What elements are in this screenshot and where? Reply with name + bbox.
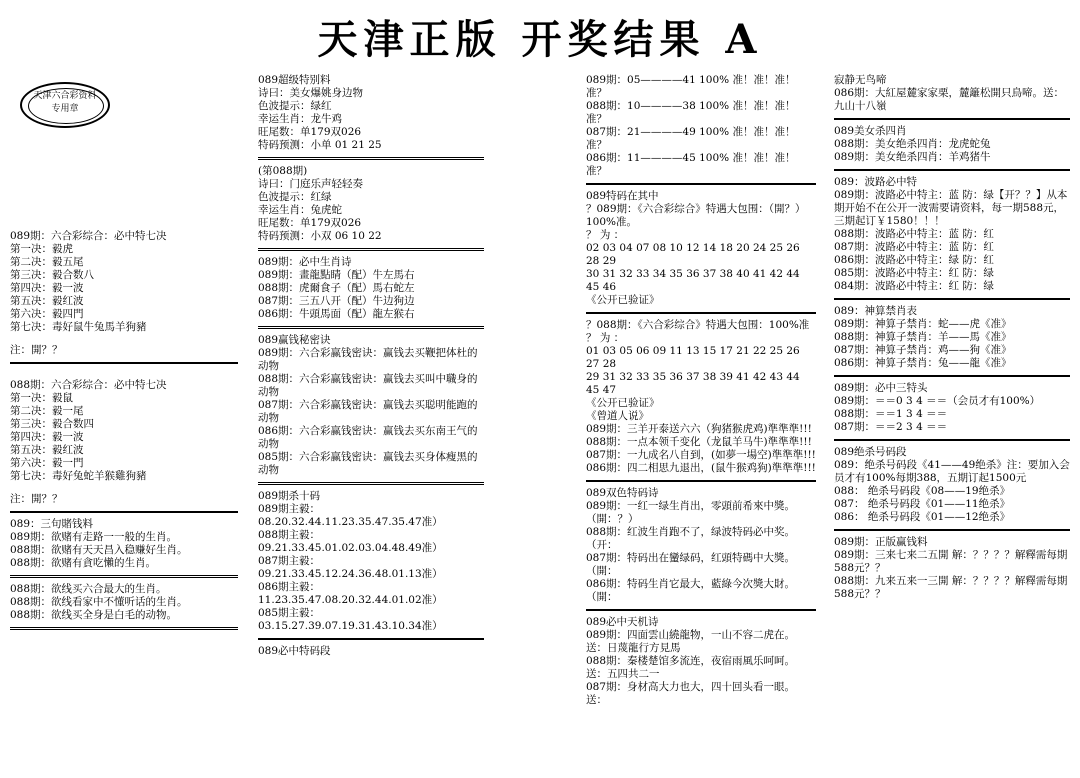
text-line: 085期：波路必中特主：红 防：绿 xyxy=(834,267,994,279)
text-line: 088期：10————38 100% 准！准！准！准？ xyxy=(586,100,796,125)
text-line: 注：開？？ xyxy=(10,493,63,505)
text-line: 注：開？？ xyxy=(10,344,63,356)
text-line: 色波提示：绿红 xyxy=(258,100,332,112)
text-line: 089期：畫龍點睛（配）牛左馬右 xyxy=(258,269,415,281)
text-line: 旺尾数：单179双026 xyxy=(258,217,362,229)
text-line: 089期：欲赌有走路一一般的生肖。 xyxy=(10,531,178,543)
text-line: 089期：必中生肖诗 xyxy=(258,256,352,268)
divider xyxy=(10,627,238,630)
text-line: 088期：虎爾食子（配）馬右蛇左 xyxy=(258,282,415,294)
text-line: 089：三句賭钱料 xyxy=(10,518,94,530)
text-line: 086期：11————45 100% 准！准！准！准？ xyxy=(586,152,796,177)
text-line: 088期：秦楼楚馆多流连，夜宿雨風乐呵呵。送：五四共二一 xyxy=(586,655,796,680)
text-line: 088期：红波生肖跑不了，绿波特码必中奖。（开： xyxy=(586,526,796,551)
text-line: 089期：神算子禁肖：蛇——虎《准》 xyxy=(834,318,1012,330)
text-line: 087期：身材高大力也大，四十回头看一眼。送： xyxy=(586,681,796,706)
text-line: 087期：特码出在蠻绿码，红頭特碼中大獎。（開： xyxy=(586,552,796,577)
divider xyxy=(10,483,238,493)
divider xyxy=(10,362,238,364)
text-line: 30 31 32 33 34 35 36 37 38 40 41 42 44 45 46 xyxy=(586,268,800,293)
text-line: ？ 为 ： xyxy=(586,332,625,344)
text-line: 086期：神算子禁肖：兔——龍《准》 xyxy=(834,357,1012,369)
text-line: 089期：必中三特头 xyxy=(834,382,928,394)
column-3 xyxy=(586,74,816,707)
divider xyxy=(834,439,1070,441)
text-line: 089期：＝＝0 3 4 ＝＝（会员才有100%） xyxy=(834,395,1041,407)
text-line: 089超级特别料 xyxy=(258,74,331,86)
text-line: 089期杀十码 xyxy=(258,490,321,502)
divider xyxy=(258,157,484,160)
text-line: 29 31 32 33 35 36 37 38 39 41 42 43 44 45 47 xyxy=(586,371,800,396)
text-line: 089必中特码段 xyxy=(258,645,331,657)
text-line: 089期：六合彩综合：必中特七决 xyxy=(10,230,167,242)
text-line: 089期主毅： 08.20.32.44.11.23.35.47.35.47准） xyxy=(258,503,443,528)
divider xyxy=(10,511,238,513)
text-line: 幸运生肖：兔虎蛇 xyxy=(258,204,342,216)
text-line: 第一决：毅虎 xyxy=(10,243,73,255)
text-line: 《公开已验证》 xyxy=(586,294,660,306)
text-line: 诗曰：门庭乐声轻轻奏 xyxy=(258,178,363,190)
text-line: 第二决：毅五尾 xyxy=(10,256,84,268)
text-line: 088期：欲赌有貪吃懶的生肖。 xyxy=(10,557,157,569)
text-line: 088期：六合彩综合：必中特七决 xyxy=(10,379,167,391)
text-line: 087期：波路必中特主：蓝 防：红 xyxy=(834,241,994,253)
text-line: 089期：六合彩赢钱密诀：赢钱去买鞭把体杜的动物 xyxy=(258,347,478,372)
text-line: 085期：六合彩赢钱密诀：赢钱去买身体瘦黑的动物 xyxy=(258,451,478,476)
text-line: 089：波路必中特 xyxy=(834,176,918,188)
text-line: 诗曰：美女爆姚身边物 xyxy=(258,87,363,99)
text-line: 088期：神算子禁肖：羊——馬《准》 xyxy=(834,331,1012,343)
divider xyxy=(834,375,1070,377)
text-line: 色波提示：红绿 xyxy=(258,191,332,203)
text-line: 087期主毅： 09.21.33.45.12.24.36.48.01.13准） xyxy=(258,555,443,580)
text-line: (第088期) xyxy=(258,165,308,177)
text-line: 第四决：毅一波 xyxy=(10,431,84,443)
text-line: 089期：三来七来二五開 解：？？？？解釋需每期588元？？ xyxy=(834,549,1068,574)
text-line: 085期主毅： 03.15.27.39.07.19.31.43.10.34准） xyxy=(258,607,443,632)
text-line: 第七决：毒好鼠牛兔馬羊狗豬 xyxy=(10,321,147,333)
text-line: 089特码在其中 xyxy=(586,190,659,202)
text-line: 第六决：毅四門 xyxy=(10,308,84,320)
text-line: 第七决：毒好兔蛇羊猴雞狗豬 xyxy=(10,470,147,482)
text-line: 088期：波路必中特主：蓝 防：红 xyxy=(834,228,994,240)
text-line: 088期：美女绝杀四肖：龙虎蛇兔 xyxy=(834,138,991,150)
column-2 xyxy=(258,74,484,658)
divider xyxy=(586,312,816,314)
divider xyxy=(586,480,816,482)
text-line: 02 03 04 07 08 10 12 14 18 20 24 25 26 28 29 xyxy=(586,242,800,267)
text-line: 旺尾数：单179双026 xyxy=(258,126,362,138)
text-line: 089期：一红一绿生肖出，零頭前希來中獎。（開：？） xyxy=(586,500,796,525)
text-line: 089期：三羊开泰送六六（狗猪猴虎鸡)準準準!!! xyxy=(586,423,812,435)
text-line: 088期：六合彩赢钱密诀：赢钱去买叫中職身的动物 xyxy=(258,373,478,398)
text-line: 089：绝杀号码段《41——49绝杀》注：要加入会员才有100%每期388，五期订起1500元 xyxy=(834,459,1070,484)
text-line: 第三决：毅合数四 xyxy=(10,418,94,430)
text-line: 086： 绝杀号码段《01——12绝杀》 xyxy=(834,511,1011,523)
text-line: 088期：一点本领千变化（龙鼠羊马牛)準準準!!! xyxy=(586,436,812,448)
divider xyxy=(834,529,1070,531)
text-line: 088期：＝＝1 3 4 ＝＝ xyxy=(834,408,948,420)
text-line: 089期：美女绝杀四肖：羊鸡猪牛 xyxy=(834,151,991,163)
column-1 xyxy=(10,230,238,635)
text-line: 《公开已验证》 xyxy=(586,397,660,409)
text-line: 087： 绝杀号码段《01——11绝杀》 xyxy=(834,498,1011,510)
text-line: 086期：四二相思九退出，(鼠牛猴鸡狗)準準準!!! xyxy=(586,462,816,474)
text-line: 089期：05————41 100% 准！准！准！准？ xyxy=(586,74,796,99)
text-line: 088期：欲线买六合最大的生肖。 xyxy=(10,583,167,595)
text-line: 086期：波路必中特主：绿 防：红 xyxy=(834,254,994,266)
text-line: ？088期：《六合彩综合》特遇大包围：100%准 xyxy=(586,319,810,331)
text-line: 086期：六合彩赢钱密诀：赢钱去买东南王气的动物 xyxy=(258,425,478,450)
text-line: 087期：三五八开（配）牛边狗边 xyxy=(258,295,415,307)
divider xyxy=(258,482,484,485)
text-line: 《曾道人说》 xyxy=(586,410,649,422)
text-line: 086期：大紅屋麓家家栗，麓籬松開只鳥啼。送：九山十八嶺 xyxy=(834,87,1065,112)
seal-stamp: 天津六合彩资料 专用章 xyxy=(20,82,110,128)
text-line: 086期主毅： 11.23.35.47.08.20.32.44.01.02准） xyxy=(258,581,443,606)
text-line: 01 03 05 06 09 11 13 15 17 21 22 25 26 27 28 xyxy=(586,345,800,370)
text-line: 特码预测：小双 06 10 22 xyxy=(258,230,382,242)
text-line: 第五决：毅红波 xyxy=(10,295,84,307)
text-line: 第二决：毅一尾 xyxy=(10,405,84,417)
text-line: 第四决：毅一波 xyxy=(10,282,84,294)
text-line: 幸运生肖：龙牛鸡 xyxy=(258,113,342,125)
text-line: 088： 绝杀号码段《08——19绝杀》 xyxy=(834,485,1011,497)
text-line: 086期：牛頭馬面（配）龍左猴右 xyxy=(258,308,415,320)
text-line: 088期：欲线买全身是白毛的动物。 xyxy=(10,609,178,621)
text-line: 087期：神算子禁肖：鸡——狗《准》 xyxy=(834,344,1012,356)
divider xyxy=(586,609,816,611)
text-line: 089期：波路必中特主：蓝 防：绿【开？？】从本期开始不在公开一波需要请资料，每一期588元，三期起订￥1580！！！ xyxy=(834,189,1068,227)
text-line: 088期：九来五来一三開 解：？？？？解釋需每期588元？？ xyxy=(834,575,1068,600)
text-line: 第三决：毅合数八 xyxy=(10,269,94,281)
text-line: 087期：21————49 100% 准！准！准！准？ xyxy=(586,126,796,151)
divider xyxy=(834,118,1070,120)
text-line: 089双色特码诗 xyxy=(586,487,659,499)
text-line: 087期：一九成名八自到，(如夢一場空)準準準!!! xyxy=(586,449,816,461)
divider xyxy=(834,298,1070,300)
text-line: 084期：波路必中特主：红 防：绿 xyxy=(834,280,994,292)
text-line: 089必中天机诗 xyxy=(586,616,659,628)
text-line: ？089期：《六合彩综合》特遇大包围：（開？）100%准。 xyxy=(586,203,806,228)
text-line: 089赢钱秘密诀 xyxy=(258,334,331,346)
divider xyxy=(258,638,484,640)
text-line: 088期：欲线看家中不懂听话的生肖。 xyxy=(10,596,188,608)
text-line: 第一决：毅鼠 xyxy=(10,392,73,404)
text-line: 第六决：毅一門 xyxy=(10,457,84,469)
divider xyxy=(258,248,484,251)
text-line: 089期：正版赢钱料 xyxy=(834,536,928,548)
text-line: 086期：特码生肖它最大，藍綠今次獎大財。（開： xyxy=(586,578,796,603)
text-line: 089绝杀号码段 xyxy=(834,446,907,458)
divider xyxy=(10,334,238,344)
text-line: 088期主毅： 09.21.33.45.01.02.03.04.48.49准） xyxy=(258,529,443,554)
divider xyxy=(258,326,484,329)
text-line: 089美女杀四肖 xyxy=(834,125,907,137)
text-line: 089：神算禁肖表 xyxy=(834,305,918,317)
divider xyxy=(586,183,816,185)
text-line: 087期：六合彩赢钱密诀：赢钱去买聪明能跑的动物 xyxy=(258,399,478,424)
divider xyxy=(834,169,1070,171)
text-line: 087期：＝＝2 3 4 ＝＝ xyxy=(834,421,948,433)
divider xyxy=(10,575,238,578)
column-4 xyxy=(834,74,1070,601)
text-line: ？ 为 ： xyxy=(586,229,625,241)
text-line: 寂静无鸟啼 xyxy=(834,74,887,86)
text-line: 089期：四面雲山繞龍物，一山不容二虎在。送：日蔑龍行方見馬 xyxy=(586,629,796,654)
text-line: 第五决：毅红波 xyxy=(10,444,84,456)
text-line: 特码预测：小单 01 21 25 xyxy=(258,139,382,151)
page-title: 天津正版 开奖结果 A xyxy=(317,16,763,63)
divider xyxy=(10,369,238,379)
text-line: 088期：欲赌有天天昌入稳赚好生肖。 xyxy=(10,544,188,556)
